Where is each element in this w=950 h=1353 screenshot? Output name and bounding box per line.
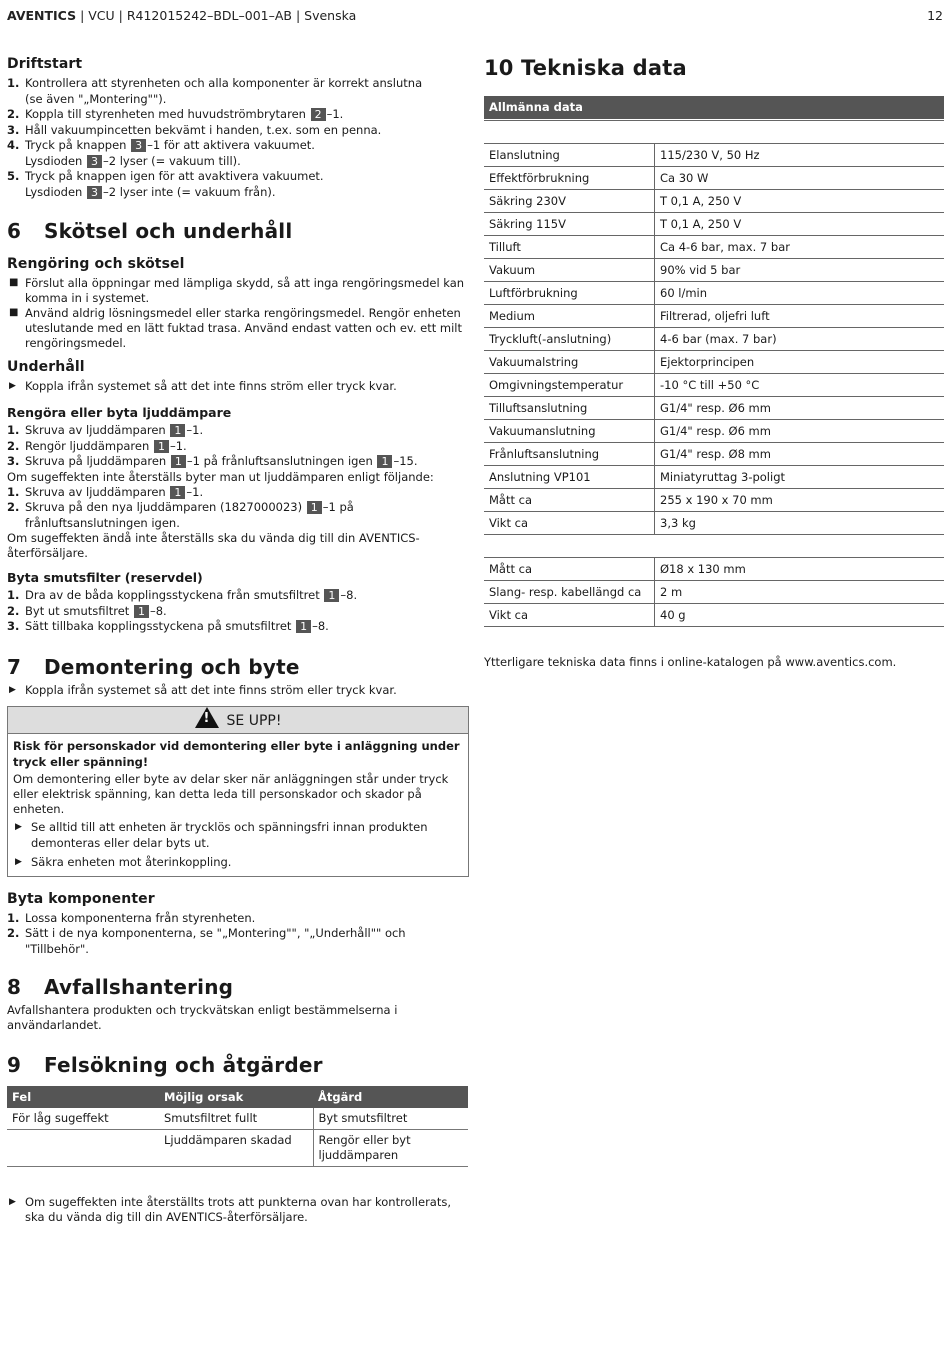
warning-label: SE UPP!: [226, 712, 282, 729]
filter-title: Byta smutsfilter (reservdel): [7, 570, 203, 585]
step-item: 3. Skruva på ljuddämparen 1 –1 på frånluftsanslutningen igen 1 –15.: [7, 454, 418, 468]
ref-tag: 1: [296, 620, 311, 633]
step-item: 2. Skruva på den nya ljuddämparen (1827000023) 1 –1 på frånluftsanslutningen igen.: [7, 500, 354, 530]
property-value: 2 m: [655, 581, 945, 604]
muffler-note: Om sugeffekten inte återställs byter man ut ljuddämparen enligt följande:: [7, 469, 434, 484]
table-row: [484, 604, 944, 627]
square-bullet-icon: ■: [9, 277, 19, 288]
triangle-bullet-icon: ▶: [9, 1197, 16, 1207]
components-steps: [7, 911, 469, 958]
triangle-bullet-icon: ▶: [9, 381, 16, 391]
section-7-title: 7 Demontering och byte: [7, 654, 300, 679]
table-row: [484, 236, 944, 259]
ref-tag: 1: [324, 589, 339, 602]
table-cell: Byt smutsfiltret: [313, 1108, 468, 1130]
catalog-note: Ytterligare tekniska data finns i online-katalogen på www.aventics.com.: [484, 655, 897, 669]
step-item: 3. Sätt tillbaka kopplingsstyckena på smutsfiltret 1 –8.: [7, 619, 329, 633]
column-header: Fel: [7, 1086, 159, 1108]
property-value: Ejektorprincipen: [655, 351, 945, 374]
list-item: ▶ Se alltid till att enheten är trycklös och spänningsfri innan produkten demonteras eller delar byts ut.: [15, 819, 428, 850]
section-10-title: 10 Tekniska data: [484, 56, 687, 80]
removal-list: [7, 683, 469, 698]
table-row: [484, 466, 944, 489]
cleaning-title: Rengöring och skötsel: [7, 256, 185, 272]
step-item: 2. Byt ut smutsfiltret 1 –8.: [7, 603, 167, 618]
property-label: Vikt ca: [484, 512, 655, 535]
components-title: Byta komponenter: [7, 890, 155, 907]
property-label: Medium: [484, 305, 655, 328]
maintenance-title: Underhåll: [7, 359, 85, 375]
ref-tag: 1: [170, 486, 185, 499]
property-label: Slang- resp. kabellängd ca: [484, 581, 655, 604]
property-label: Tilluft: [484, 236, 655, 259]
table-row: [484, 190, 944, 213]
property-value: 4-6 bar (max. 7 bar): [655, 328, 945, 351]
table-row: [484, 351, 944, 374]
tech-data-table-2: [484, 557, 944, 627]
brand-name: AVENTICS: [7, 8, 77, 23]
table-row: [484, 374, 944, 397]
property-value: 40 g: [655, 604, 945, 627]
list-item: ■ Förslut alla öppningar med lämpliga skydd, så att inga rengöringsmedel kan komma in i systemet.: [9, 276, 465, 305]
column-header: Åtgärd: [313, 1086, 468, 1108]
warning-box: [7, 706, 469, 877]
property-label: Elanslutning: [484, 144, 655, 167]
step-item: 2. Koppla till styrenheten med huvudströmbrytaren 2 –1.: [7, 107, 344, 121]
property-value: 60 l/min: [655, 282, 945, 305]
table-cell: [7, 1130, 159, 1167]
property-label: Säkring 115V: [484, 213, 655, 236]
property-value: T 0,1 A, 250 V: [655, 190, 945, 213]
property-label: Vakuum: [484, 259, 655, 282]
property-label: Omgivningstemperatur: [484, 374, 655, 397]
table-row: [484, 167, 944, 190]
property-value: Ø18 x 130 mm: [655, 558, 945, 581]
table-row: [484, 305, 944, 328]
property-label: Tilluftsanslutning: [484, 397, 655, 420]
table-row: [7, 1130, 468, 1167]
ref-tag: 3: [87, 155, 102, 168]
step-item: 1. Dra av de båda kopplingsstyckena från smutsfiltret 1 –8.: [7, 588, 358, 602]
troubleshooting-table: [7, 1086, 468, 1167]
property-value: G1/4" resp. Ø8 mm: [655, 443, 945, 466]
header-doc-info: [7, 8, 356, 23]
table-row: [484, 558, 944, 581]
table-cell: Rengör eller byt ljuddämparen: [313, 1130, 468, 1167]
property-value: T 0,1 A, 250 V: [655, 213, 945, 236]
maintenance-list: [7, 379, 469, 394]
square-bullet-icon: ■: [9, 307, 19, 318]
list-item: ▶ Säkra enheten mot återinkoppling.: [15, 854, 232, 869]
table-row: [484, 489, 944, 512]
property-label: Effektförbrukning: [484, 167, 655, 190]
step-item: 1. Skruva av ljuddämparen 1 –1.: [7, 423, 204, 437]
column-header: Möjlig orsak: [159, 1086, 313, 1108]
ref-tag: 1: [307, 501, 322, 514]
property-value: Ca 30 W: [655, 167, 945, 190]
step-item: 2. Rengör ljuddämparen 1 –1.: [7, 438, 187, 453]
property-value: Filtrerad, oljefri luft: [655, 305, 945, 328]
section-6-title: 6 Skötsel och underhåll: [7, 219, 293, 243]
table-row: [7, 1108, 468, 1130]
warning-header: [8, 707, 468, 734]
table-row: [484, 581, 944, 604]
cleaning-list: [7, 276, 469, 351]
property-label: Frånluftsanslutning: [484, 443, 655, 466]
driftstart-steps: [7, 76, 469, 200]
header-doc-id: | VCU | R412015242–BDL–001–AB | Svenska: [76, 8, 357, 23]
table-row: [484, 512, 944, 535]
warning-list: [13, 819, 463, 870]
property-label: Mått ca: [484, 489, 655, 512]
table-row: [484, 144, 944, 167]
triangle-bullet-icon: ▶: [15, 856, 22, 867]
property-label: Mått ca: [484, 558, 655, 581]
list-item: ■ Använd aldrig lösningsmedel eller starka rengöringsmedel. Rengör enheten uteslutande med en lätt fuktad trasa. Använd endast vatten och ev. ett milt rengöringsmedel.: [9, 306, 462, 350]
ref-tag: 1: [154, 440, 169, 453]
list-item: ▶ Koppla ifrån systemet så att det inte finns ström eller tryck kvar.: [9, 682, 397, 697]
step-item: 1. Skruva av ljuddämparen 1 –1.: [7, 484, 204, 499]
disposal-text: Avfallshantera produkten och tryckvätskan enligt bestämmelserna i användarlandet.: [7, 1003, 398, 1032]
table-row: [484, 282, 944, 305]
property-value: 115/230 V, 50 Hz: [655, 144, 945, 167]
table-row: [484, 420, 944, 443]
table-cell: För låg sugeffekt: [7, 1108, 159, 1130]
section-8-title: 8 Avfallshantering: [7, 975, 234, 999]
ref-tag: 1: [170, 424, 185, 437]
table-row: [484, 213, 944, 236]
muffler-note-2: Om sugeffekten ändå inte återställs ska du vända dig till din AVENTICS-återförsäljare.: [7, 531, 420, 560]
ref-tag: 1: [171, 455, 186, 468]
step-item: 5. Tryck på knappen igen för att avaktivera vakuumet. Lysdioden 3 –2 lyser inte (= vakuum från).: [7, 169, 324, 199]
list-item: ▶ Koppla ifrån systemet så att det inte finns ström eller tryck kvar.: [9, 379, 397, 393]
ref-tag: 3: [87, 186, 102, 199]
divider: [484, 120, 944, 121]
troubleshooting-note: [7, 1195, 469, 1225]
property-value: 90% vid 5 bar: [655, 259, 945, 282]
triangle-bullet-icon: ▶: [9, 684, 16, 695]
page-number: 12: [927, 8, 943, 23]
ref-tag: 2: [311, 108, 326, 121]
property-label: Vakuumalstring: [484, 351, 655, 374]
property-label: Luftförbrukning: [484, 282, 655, 305]
table-row: [484, 443, 944, 466]
property-value: 3,3 kg: [655, 512, 945, 535]
table-row: [484, 259, 944, 282]
warning-text: Om demontering eller byte av delar sker när anläggningen står under tryck eller elektrisk spänning, kan detta leda till personskador och skador på enheten.: [13, 771, 449, 816]
property-value: G1/4" resp. Ø6 mm: [655, 397, 945, 420]
property-label: Vakuumanslutning: [484, 420, 655, 443]
property-label: Vikt ca: [484, 604, 655, 627]
step-item: 3. Håll vakuumpincetten bekvämt i handen, t.ex. som en penna.: [7, 122, 382, 137]
triangle-bullet-icon: ▶: [15, 821, 22, 832]
step-item: 2. Sätt i de nya komponenterna, se "„Montering"", "„Underhåll"" och "Tillbehör".: [7, 926, 406, 956]
warning-triangle-icon: !: [195, 707, 219, 728]
property-value: Ca 4-6 bar, max. 7 bar: [655, 236, 945, 259]
page-header: [7, 8, 943, 26]
muffler-steps: [7, 423, 469, 470]
property-value: G1/4" resp. Ø6 mm: [655, 420, 945, 443]
property-value: Miniatyruttag 3-poligt: [655, 466, 945, 489]
property-value: -10 °C till +50 °C: [655, 374, 945, 397]
table-cell: Ljuddämparen skadad: [159, 1130, 313, 1167]
list-item: ▶ Om sugeffekten inte återställts trots att punkterna ovan har kontrollerats, ska du vända dig till din AVENTICS-återförsäljare.: [9, 1195, 452, 1224]
table-row: [484, 328, 944, 351]
step-item: 1. Kontrollera att styrenheten och alla komponenter är korrekt anslutna (se även "„Montering"").: [7, 76, 423, 106]
right-column: [484, 56, 944, 670]
muffler-title: Rengöra eller byta ljuddämpare: [7, 405, 232, 420]
warning-headline: Risk för personskador vid demontering eller byte i anläggning under tryck eller spänning!: [13, 738, 460, 769]
step-item: 1. Lossa komponenterna från styrenheten.: [7, 910, 256, 925]
filter-steps: [7, 588, 469, 635]
step-item: 4. Tryck på knappen 3 –1 för att aktivera vakuumet. Lysdioden 3 –2 lyser (= vakuum till).: [7, 138, 315, 168]
tech-data-table: [484, 143, 944, 535]
table-row: [484, 397, 944, 420]
property-label: Säkring 230V: [484, 190, 655, 213]
left-column: [7, 56, 469, 1225]
section-9-title: 9 Felsökning och åtgärder: [7, 1053, 323, 1077]
general-data-bar: Allmänna data: [484, 96, 944, 119]
muffler-steps-2: [7, 485, 469, 532]
table-header-row: [7, 1086, 468, 1108]
ref-tag: 1: [134, 605, 149, 618]
property-label: Tryckluft(-anslutning): [484, 328, 655, 351]
driftstart-title: Driftstart: [7, 56, 83, 72]
table-cell: Smutsfiltret fullt: [159, 1108, 313, 1130]
property-label: Anslutning VP101: [484, 466, 655, 489]
property-value: 255 x 190 x 70 mm: [655, 489, 945, 512]
ref-tag: 3: [131, 139, 146, 152]
ref-tag: 1: [377, 455, 392, 468]
